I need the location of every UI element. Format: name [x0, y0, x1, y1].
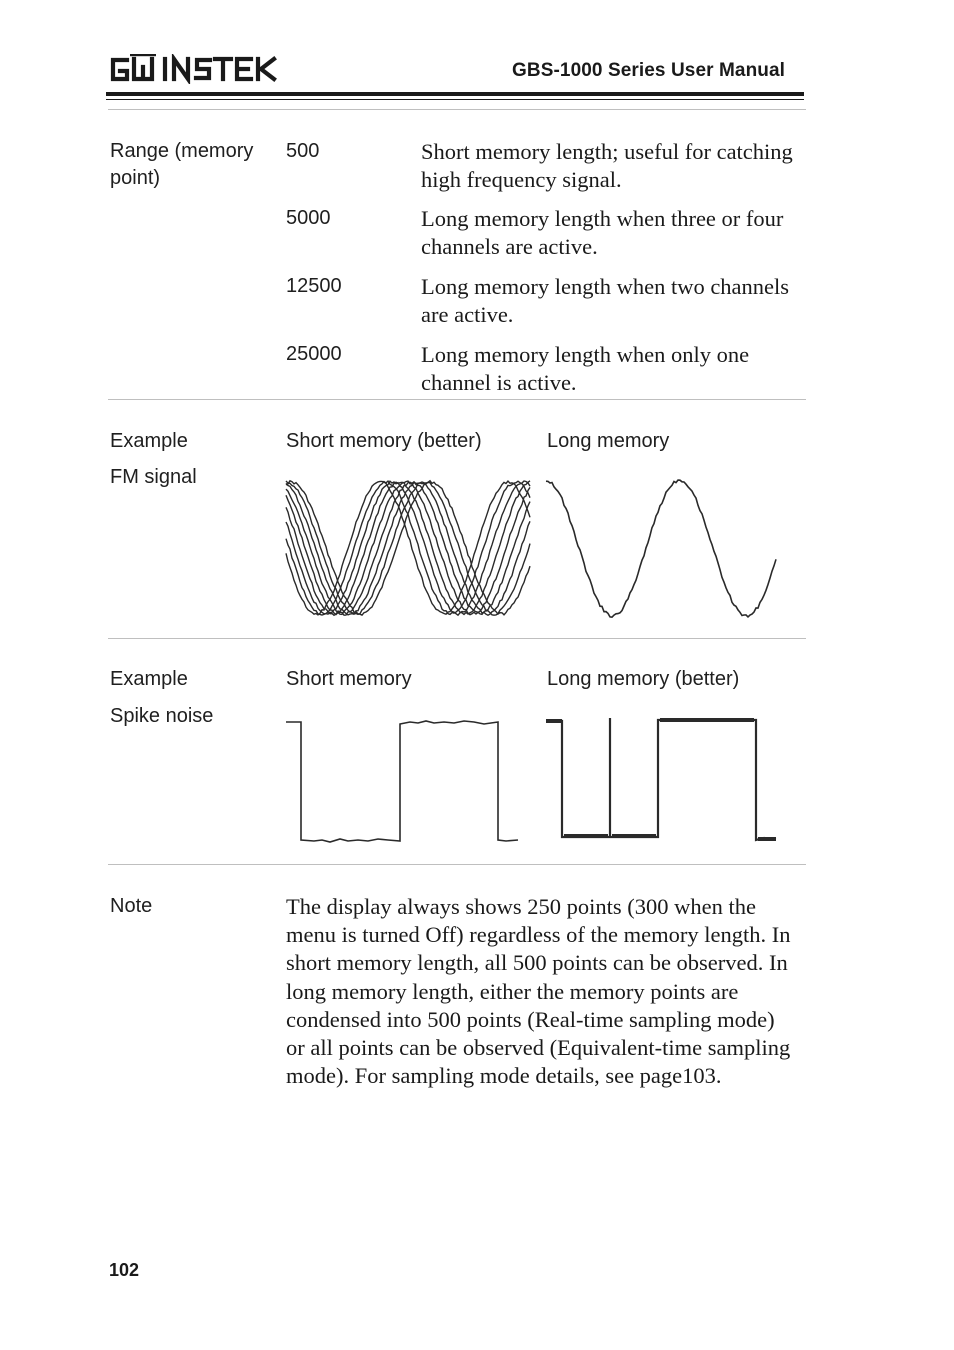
- range-value-5000: 5000: [286, 207, 331, 229]
- spike-divider: [108, 864, 806, 865]
- spike-long-memory-waveform: [544, 710, 780, 850]
- page-number: 102: [109, 1260, 140, 1280]
- fm-example-label: Example: [110, 430, 188, 452]
- spike-long-memory-caption: Long memory (better): [547, 668, 740, 690]
- header-rule-thick: [106, 92, 804, 96]
- header-rule-thin: [106, 99, 804, 100]
- table-top-divider: [108, 109, 806, 110]
- manual-title: GBS-1000 Series User Manual: [512, 60, 786, 81]
- note-label: Note: [110, 895, 153, 917]
- spike-example-label: Example: [110, 668, 188, 690]
- fm-long-memory-caption: Long memory: [547, 430, 670, 452]
- gw-instek-logo: [108, 54, 278, 84]
- spike-noise-label: Spike noise: [110, 705, 214, 727]
- range-desc-25000: Long memory length when only one channel is active.: [421, 342, 750, 395]
- fm-divider: [108, 638, 806, 639]
- fm-long-memory-waveform: [544, 470, 780, 626]
- fm-signal-label: FM signal: [110, 466, 197, 488]
- note-text: The display always shows 250 points (300 when the menu is turned Off) regardless of the memory length. In short memory length, all 500 points can be observed. In long memory length, either the memory points are condensed into 500 points (Real-time sampling mode) or all points can be observed (Equivalent-time sampling mode). For sampling mode details, see page103.: [286, 894, 791, 1089]
- range-desc-500: Short memory length; useful for catching high frequency signal.: [421, 139, 793, 192]
- range-label: Range (memory point): [110, 140, 254, 189]
- range-desc-5000: Long memory length when three or four channels are active.: [421, 206, 784, 259]
- range-value-12500: 12500: [286, 275, 342, 297]
- range-desc-12500: Long memory length when two channels are active.: [421, 274, 790, 327]
- range-value-500: 500: [286, 140, 320, 162]
- range-value-25000: 25000: [286, 343, 342, 365]
- fm-short-memory-caption: Short memory (better): [286, 430, 482, 452]
- range-divider: [108, 399, 806, 400]
- spike-short-memory-waveform: [284, 710, 520, 850]
- spike-short-memory-caption: Short memory: [286, 668, 412, 690]
- fm-short-memory-waveform: [284, 470, 534, 626]
